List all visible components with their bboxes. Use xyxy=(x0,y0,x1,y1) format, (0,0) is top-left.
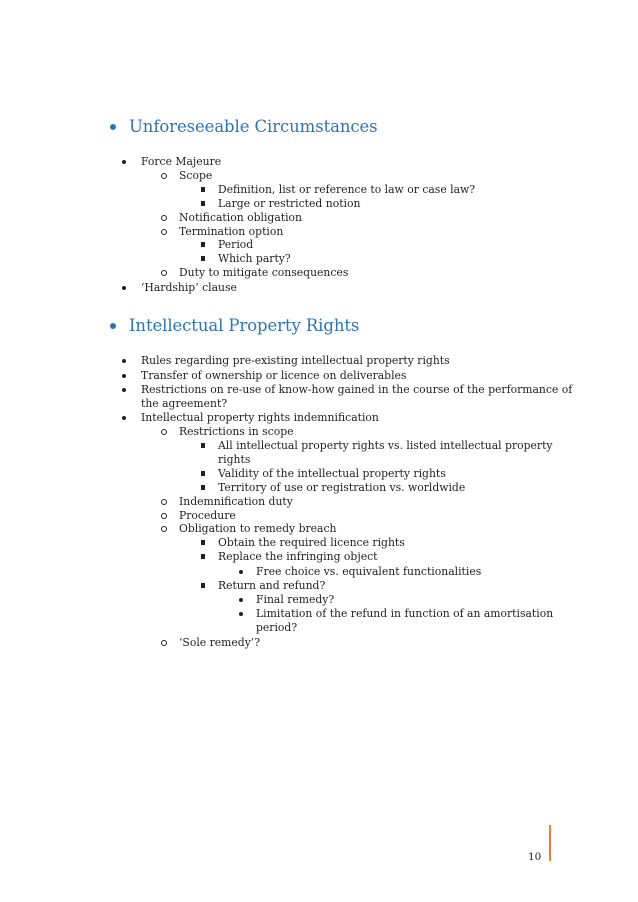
list-item-text: the agreement? xyxy=(141,397,228,410)
list-item-text: Large or restricted notion xyxy=(218,197,361,210)
list-item-text: Restrictions on re-use of know-how gained in the course of the performance of xyxy=(141,383,573,396)
list-item-text: ‘Sole remedy’? xyxy=(179,636,261,649)
page-number-accent-bar xyxy=(549,825,551,861)
list-item-text: Procedure xyxy=(179,509,236,522)
list-item-text: Termination option xyxy=(179,225,284,238)
list-item-text: Final remedy? xyxy=(256,593,335,606)
bullet-icon xyxy=(110,124,116,130)
section-title: Unforeseeable Circumstances xyxy=(129,117,378,136)
list-item-text: Replace the infringing object xyxy=(218,550,378,563)
list-item-text: Return and refund? xyxy=(218,579,326,592)
page-number: 10 xyxy=(528,851,542,863)
section-heading xyxy=(110,316,359,335)
list-item-text: Free choice vs. equivalent functionalities xyxy=(256,565,482,578)
section-heading xyxy=(110,117,378,136)
list-item-text: Scope xyxy=(179,169,213,182)
list-item-text: Indemnification duty xyxy=(179,495,293,508)
list-item-text: Which party? xyxy=(218,252,291,265)
list-item-text: Period xyxy=(218,238,254,251)
list-item-text: All intellectual property rights vs. listed intellectual property xyxy=(218,439,553,452)
list-item-text: Intellectual property rights indemnification xyxy=(141,411,379,424)
list-item-text: Validity of the intellectual property rights xyxy=(218,467,446,480)
list-item-text: ‘Hardship’ clause xyxy=(141,281,237,294)
list-item-text: Obligation to remedy breach xyxy=(179,522,337,535)
list-item-text: Obtain the required licence rights xyxy=(218,536,405,549)
list-item-text: Rules regarding pre-existing intellectual property rights xyxy=(141,354,450,367)
list-item-text: Force Majeure xyxy=(141,155,222,168)
section-title: Intellectual Property Rights xyxy=(129,316,360,335)
list-item-text: rights xyxy=(218,453,251,466)
list-item-text: period? xyxy=(256,621,298,634)
list-item-text: Notification obligation xyxy=(179,211,303,224)
bullet-icon xyxy=(110,323,116,329)
list-item-text: Definition, list or reference to law or case law? xyxy=(218,183,476,196)
list-item-text: Limitation of the refund in function of an amortisation xyxy=(256,607,554,620)
list-item-text: Transfer of ownership or licence on deliverables xyxy=(141,369,407,382)
list-item-text: Duty to mitigate consequences xyxy=(179,266,349,279)
list-item-text: Restrictions in scope xyxy=(179,425,294,438)
list-item-text: Territory of use or registration vs. worldwide xyxy=(218,481,466,494)
